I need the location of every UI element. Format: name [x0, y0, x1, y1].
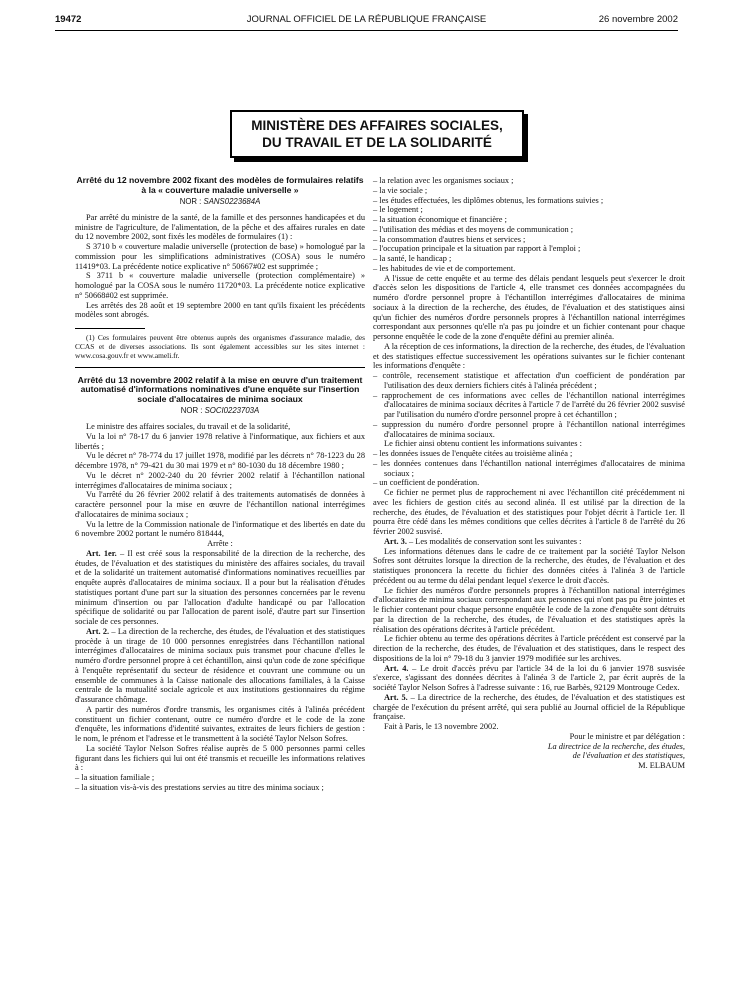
article-text: – La directrice de la recherche, des études, de l'évaluation et des statistiques est chargée de l'exécution du présent arrêté, qui sera publié au Journal officiel de la République française. [373, 692, 686, 722]
list-item: – la santé, le handicap ; [373, 254, 452, 263]
decree-2-title: Arrêté du 13 novembre 2002 relatif à la mise en œuvre d'un traitement automatisé d'informations nominatives d'une enquête sur l'insertion sociale d'allocataires de minima sociaux [77, 374, 363, 404]
paragraph: Vu le décret n° 2002-240 du 20 février 2002 relatif à l'échantillon national interrégimes d'allocataires de minima sociaux ; [75, 470, 365, 490]
paragraph: Le fichier obtenu au terme des opérations décrites à l'article précédent est conservé par la direction de la recherche, des études, de l'évaluation et des statistiques, dans le respect des dispositions de la loi n° 79-18 du 3 janvier 1979 modifiée sur les archives. [373, 634, 685, 663]
article-text: – Le droit d'accès prévu par l'article 34 de la loi du 6 janvier 1978 susvisée s'exerce, s'agissant des données décrites à l'alinéa 3 de l'article 2, par écrit auprès de la société Taylor Nelson Sofres à l'adresse suivante : 16, rue Barbès, 92129 Montrouge Cedex. [373, 663, 686, 692]
article-label: Art. 1er. [86, 548, 117, 558]
article-label: Art. 3. [384, 536, 407, 546]
paragraph: A la réception de ces informations, la direction de la recherche, des études, de l'évaluation et des statistiques effectue successivement les opérations suivantes sur le fichier contenant les informations d'enquête : [373, 341, 685, 371]
paragraph: Les arrêtés des 28 août et 19 septembre 2000 en tant qu'ils fixaient les précédents modèles sont abrogés. [75, 300, 365, 320]
footnote: (1) Ces formulaires peuvent être obtenus auprès des organismes d'assurance maladie, des CCAS et de diverses associations. Ils sont également accessibles sur les sites internet : www.cosa.gouv.fr et www.ameli.fr. [75, 333, 365, 360]
list-item: – la situation vis-à-vis des prestations servies au titre des minima sociaux ; [75, 782, 324, 792]
article-label: Art. 5. [384, 692, 408, 702]
footnote-separator [75, 328, 145, 329]
list-item: – l'occupation principale et la situation par rapport à l'emploi ; [373, 244, 581, 254]
nor-code: SANS0223684A [203, 197, 261, 207]
decree-1-title: Arrêté du 12 novembre 2002 fixant des modèles de formulaires relatifs à la « couverture maladie universelle » [76, 175, 364, 195]
list-item: – les habitudes de vie et de comportement. [373, 263, 516, 273]
done-at: Fait à Paris, le 13 novembre 2002. [384, 722, 499, 731]
nor-label: NOR : [180, 406, 205, 416]
paragraph: Vu la loi n° 78-17 du 6 janvier 1978 relative à l'informatique, aux fichiers et aux libertés ; [75, 431, 365, 451]
right-column [373, 176, 685, 771]
list-item: – la situation familiale ; [75, 773, 155, 783]
delegation: Pour le ministre et par délégation : [569, 731, 685, 741]
list-item: – rapprochement de ces informations avec celles de l'échantillon national interrégimes d'allocataires de minima sociaux décrites à l'article 7 de l'arrêté du 26 février 2002 susvisé par l'utilisation du numéro d'ordre personnel propre à cet échantillon ; [373, 390, 685, 419]
list-item: – les études effectuées, les diplômes obtenus, les formations suivies ; [373, 195, 604, 205]
article-text: – Il est créé sous la responsabilité de la direction de la recherche, des études, de l'évaluation et des statistiques du ministère des affaires sociales, du travail et de la solidarité un traitement automatisé d'informations nominatives recueillies par enquête auprès d'allocataires de minima sociaux. Il a pour but la réalisation d'études statistiques portant d'une part sur la situation des personnes concernées par le revenu minimum d'insertion ou par l'allocation d'adulte handicapé ou par l'allocation spécifique de solidarité ou par l'allocation de parent isolé, d'autre part sur l'insertion sociale de ces personnes. [75, 548, 366, 627]
signatory-title-2: de l'évaluation et des statistiques, [572, 751, 685, 761]
paragraph: A partir des numéros d'ordre transmis, les organismes cités à l'alinéa précédent constituent un fichier contenant, outre ce numéro d'ordre et le code de la zone d'enquête, les informations d'identité suivantes, extraites de leurs fichiers de gestion : le nom, le prénom et l'adresse et le transmettent à la société Taylor Nelson Sofres. [75, 704, 365, 744]
decree-2-nor [75, 406, 365, 416]
paragraph: Vu l'arrêté du 26 février 2002 relatif à des traitements automatisés de données à caractère personnel pour la mise en œuvre de l'échantillon national interrégimes d'allocataires de minima sociaux ; [75, 490, 365, 519]
list-item: – les données issues de l'enquête citées au troisième alinéa ; [373, 449, 573, 458]
paragraph: La société Taylor Nelson Sofres réalise auprès de 5 000 personnes parmi celles figurant dans les fichiers qui lui ont été transmis et recueille les informations relatives à : [75, 743, 365, 773]
article-1 [75, 549, 365, 627]
list-item: – la relation avec les organismes sociaux ; [373, 176, 514, 185]
paragraph: Par arrêté du ministre de la santé, de la famille et des personnes handicapées et du ministre de l'agriculture, de l'alimentation, de la pêche et des affaires rurales en date du 12 novembre 2002, sont fixés les modèles de formulaires (1) : [75, 212, 365, 242]
left-column [75, 176, 365, 793]
article-5 [373, 693, 685, 722]
nor-label: NOR : [179, 197, 204, 207]
paragraph: Le fichier des numéros d'ordre personnels propres à l'échantillon national interrégimes d'allocataires de minima sociaux correspondant aux personnes qui n'ont pas pu être jointes et le fichier contenant pour chaque personne enquêtée le code de la zone d'enquête sont détruits par la direction de la recherche, des études, de l'évaluation et des statistiques après la réalisation des opérations décrites à l'article précédent. [373, 585, 685, 634]
list-item: – un coefficient de pondération. [373, 478, 480, 488]
paragraph: Le fichier ainsi obtenu contient les informations suivantes : [384, 439, 582, 449]
list-item: – l'utilisation des médias et des moyens de communication ; [373, 224, 574, 234]
header-rule [55, 30, 678, 31]
article-text: – La direction de la recherche, des études, de l'évaluation et des statistiques procède à un tirage de 10 000 personnes enregistrées dans l'échantillon national interrégimes d'allocataires de minima sociaux puis transmet pour chacune d'elles le numéro d'ordre personnel propre à cet échantillon, ainsi qu'un code de zone spécifique à l'enquête représentatif du secteur de résidence et couvrant une commune ou un ensemble de communes à la Caisse nationale des allocations familiales, à la Caisse centrale de la mutualité sociale agricole et aux institutions gestionnaires du régime d'assurance chômage. [75, 626, 366, 705]
list-item: – contrôle, recensement statistique et affectation d'un coefficient de pondération par l'utilisation des deux derniers fichiers cités à l'alinéa précédent ; [373, 371, 685, 390]
section-rule [75, 367, 365, 368]
article-2 [75, 627, 365, 705]
paragraph: A l'issue de cette enquête et au terme des délais pendant lesquels peut s'exercer le droit d'accès selon les dispositions de l'article 4, elle transmet ces données accompagnées du numéro d'ordre personnel propre à l'échantillon interrégimes d'allocataires de minima sociaux à la direction de la recherche, des études, de l'évaluation et des statistiques ainsi qu'un fichier des numéros d'ordre personnels propres à l'échantillon national interrégimes correspondant aux personnes qu'elle n'a pas pu joindre et un fichier contenant pour chaque personne enquêtée le code de la zone d'enquête défini au premier alinéa. [373, 273, 685, 341]
paragraph: Vu la lettre de la Commission nationale de l'informatique et des libertés en date du 6 novembre 2002 portant le numéro 818444, [75, 519, 365, 539]
article-text: – Les modalités de conservation sont les suivantes : [406, 536, 582, 546]
list-item: – la consommation d'autres biens et services ; [373, 234, 526, 244]
issue-date: 26 novembre 2002 [598, 14, 678, 25]
list-item: – le logement ; [373, 205, 423, 215]
ministry-box [230, 110, 524, 158]
signatory-name: M. ELBAUM [638, 761, 685, 770]
list-item: – les données contenues dans l'échantillon national interrégimes d'allocataires de minima sociaux ; [373, 458, 685, 478]
article-label: Art. 4. [384, 663, 409, 673]
paragraph: S 3710 b « couverture maladie universelle (protection de base) » homologué par la commission pour les simplifications administratives (COSA) sous le numéro 11419*03. La précédente notice explicative n° 50667#02 est supprimée ; [75, 242, 365, 271]
page-number: 19472 [55, 14, 82, 25]
journal-title: JOURNAL OFFICIEL DE LA RÉPUBLIQUE FRANÇAISE [246, 14, 487, 25]
paragraph: Les informations détenues dans le cadre de ce traitement par la société Taylor Nelson Sofres sont détruites lorsque la direction de la recherche, des études, de l'évaluation et des statistiques prononcera la recette du fichier des données citées à l'alinéa 3 de l'article précédent ou au terme du délai pendant lequel s'exerce le droit d'accès. [373, 546, 685, 585]
article-3 [373, 537, 685, 547]
nor-code: SOCI0223703A [204, 406, 260, 416]
arrete-heading: Arrête : [207, 539, 233, 549]
article-label: Art. 2. [86, 626, 110, 636]
signatory-title-1: La directrice de la recherche, des études, [547, 741, 685, 751]
paragraph: Le ministre des affaires sociales, du travail et de la solidarité, [86, 422, 291, 432]
list-item: – la situation économique et financière ; [373, 215, 507, 224]
list-item: – la vie sociale ; [373, 185, 428, 195]
ministry-line-2: DU TRAVAIL ET DE LA SOLIDARITÉ [262, 135, 492, 150]
list-item: – suppression du numéro d'ordre personnel propre à l'échantillon national interrégimes d'allocataires de minima sociaux. [373, 419, 685, 439]
paragraph: Ce fichier ne permet plus de rapprochement ni avec l'échantillon cité précédemment ni avec les fichiers de gestion cités au second alinéa. Il est utilisé par la direction de la recherche, des études, de l'évaluation et des statistiques pour l'objet décrit à l'article 1er. Il pourra être cédé dans les mêmes conditions que celles décrites à l'article 8 de l'arrêté du 26 février 2002 susvisé. [373, 488, 685, 536]
paragraph: S 3711 b « couverture maladie universelle (protection complémentaire) » homologué par la COSA sous le numéro 11720*03. La précédente notice explicative n° 50668#02 est supprimée. [75, 271, 365, 300]
paragraph: Vu le décret n° 78-774 du 17 juillet 1978, modifié par les décrets n° 78-1223 du 28 décembre 1978, n° 79-421 du 30 mai 1979 et n° 80-1030 du 18 décembre 1980 ; [75, 451, 365, 471]
decree-1-nor [75, 197, 365, 207]
article-4 [373, 664, 685, 693]
ministry-line-1: MINISTÈRE DES AFFAIRES SOCIALES, [251, 118, 503, 133]
